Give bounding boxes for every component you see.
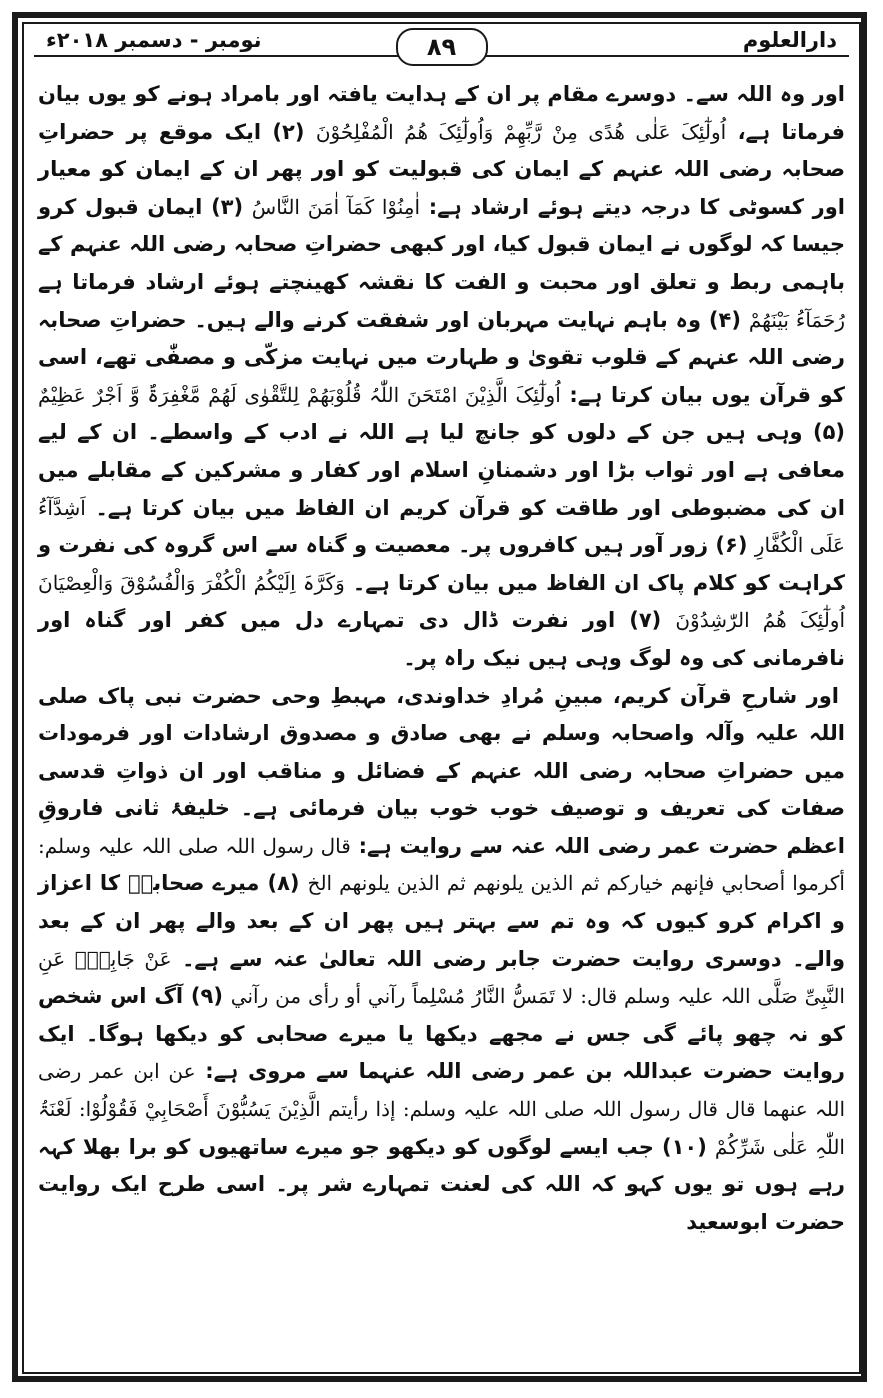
journal-name: دارالعلوم: [737, 28, 843, 52]
text-segment: (۲) ایک موقع پر حضراتِ صحابہ رضی اللہ عنہم کے ایمان کی قبولیت کو اور پھر ان کے ایمان کو معیار اور کسوٹی کا درجہ دیتے ہوئے ارشاد ہے:: [38, 119, 845, 219]
text-segment: اور وہ اللہ سے۔ دوسرے مقام پر ان کے ہدایت یافتہ اور بامراد ہونے کو یوں بیان فرماتا ہے،: [38, 82, 845, 144]
quran-verse: اَشِدَّآءُ عَلَی الْکُفَّارِ: [38, 495, 845, 558]
text-segment: (۶) زور آور ہیں کافروں پر۔ معصیت و گناہ سے اس گروہ کی نفرت و کراہت کو کلام پاک ان الفاظ میں بیان کرتا ہے۔: [38, 533, 845, 595]
article-body: [38, 76, 845, 1241]
quran-verse: وَکَرَّہَ اِلَیْکُمُ الْکُفْرَ وَالْفُسُوْقَ وَالْعِصْیَانَ اُولٰٓئِکَ ھُمُ الرّٰشِدُوْنَ: [38, 570, 845, 633]
page-number: ۸۹: [396, 28, 488, 66]
text-segment: اور شارحِ قرآن کریم، مبینِ مُرادِ خداوندی، مہبطِ وحی حضرت نبی پاک صلی اللہ علیہ وآلہ واصحابہ وسلم نے بھی صادق و مصدوق ارشادات اور فرمودات میں حضراتِ صحابہ رضی اللہ عنہم کے فضائل و مناقب اور ان ذواتِ قدسی صفات کی تعریف و توصیف خوب خوب بیان فرمائی ہے۔ خلیفۂ ثانی فاروقِ اعظم حضرت عمر رضی اللہ عنہ سے روایت ہے:: [38, 683, 845, 858]
text-segment: (۳) ایمان قبول کرو جیسا کہ لوگوں نے ایمان قبول کیا، اور کبھی حضراتِ صحابہ رضی اللہ عنہم کے باہمی ربط و تعلق اور محبت و الفت کا نقشہ کھینچتے ہوئے ارشاد فرماتا ہے: [38, 194, 845, 294]
quran-verse: اٰمِنُوْا کَمَآ اٰمَنَ النَّاسُ: [251, 194, 421, 219]
quran-verse: اُولٰٓئِکَ عَلٰی ھُدًی مِنْ رَّبِّھِمْ وَاُولٰٓئِکَ ھُمُ الْمُفْلِحُوْنَ: [315, 119, 727, 144]
paragraph-1: [38, 76, 845, 678]
text-segment: (۹) آگ اس شخص کو نہ چھو پائے گی جس نے مجھے دیکھا یا میرے صحابی کو دیکھا ہوگا۔ ایک روایت حضرت عبداللہ بن عمر رضی اللہ عنہما سے مروی ہے:: [38, 984, 845, 1084]
text-segment: (۷) اور نفرت ڈال دی تمہارے دل میں کفر اور گناہ اور نافرمانی کی وہ لوگ وہی ہیں نیک راہ پر۔: [38, 608, 845, 670]
text-segment: (۱۰) جب ایسے لوگوں کو دیکھو جو میرے ساتھیوں کو برا بھلا کہہ رہے ہوں تو یوں کہو کہ اللہ کی لعنت تمہارے شر پر۔ اسی طرح ایک روایت حضرت ابوسعید: [38, 1134, 845, 1234]
page-header: [34, 28, 849, 66]
issue-date: نومبر - دسمبر ۲۰۱۸ء: [40, 28, 268, 52]
text-segment: (۴) وہ باہم نہایت مہربان اور شفقت کرنے والے ہیں۔ حضراتِ صحابہ رضی اللہ عنہم کے قلوب تقویٰ و طہارت میں نہایت مزکّی و مصفّٰی تھے، اسی کو قرآن یوں بیان کرتا ہے:: [38, 307, 845, 407]
quran-verse: اُولٰٓئِکَ الَّذِیْنَ امْتَحَنَ اللّٰہُ قُلُوْبَھُمْ لِلتَّقْوٰی لَھُمْ مَّغْفِرَۃٌ وَّ اَجْرٌ عَظِیْمٌ: [38, 382, 561, 407]
hadith-text: قال رسول اللہ صلی اللہ علیہ وسلم: أکرموا أصحابي فإنھم خیارکم ثم الذین یلونھم ثم الذین یلونھم الخ: [38, 833, 845, 896]
hadith-text: عن ابن عمر رضی اللہ عنھما قال قال رسول اللہ صلی اللہ علیہ وسلم: إذا رأیتم الَّذِیْنَ یَسُبُّوْنَ أَصْحَابِيْ فَقُوْلُوْا: لَعْنَۃُ اللّٰہِ عَلٰی شَرِّکُمْ: [38, 1059, 845, 1159]
paragraph-2: [38, 678, 845, 1242]
text-segment: (۵) وہی ہیں جن کے دلوں کو جانچ لیا ہے اللہ نے ادب کے واسطے۔ ان کے لیے معافی ہے اور ثواب بڑا اور دشمنانِ اسلام اور کفار و مشرکین کے مقابلے میں ان کی مضبوطی اور طاقت کو قرآن کریم ان الفاظ میں بیان کرتا ہے۔: [38, 420, 845, 520]
hadith-text: عَنْ جَابِرٍؓ عَنِ النَّبِیِّ صَلَّی اللہ علیہ وسلم قال: لا تَمَسُّ النَّارُ مُسْلِماً رآني أو رأی من رآني: [38, 946, 845, 1009]
quran-verse: رُحَمَآءُ بَیْنَھُمْ: [748, 307, 845, 332]
text-segment: (۸) میرے صحابہؓ کا اعزاز و اکرام کرو کیوں کہ وہ تم سے بہتر ہیں پھر ان کے بعد والے پھر ان کے بعد والے۔ دوسری روایت حضرت جابر رضی اللہ تعالیٰ عنہ سے ہے۔: [38, 871, 845, 971]
